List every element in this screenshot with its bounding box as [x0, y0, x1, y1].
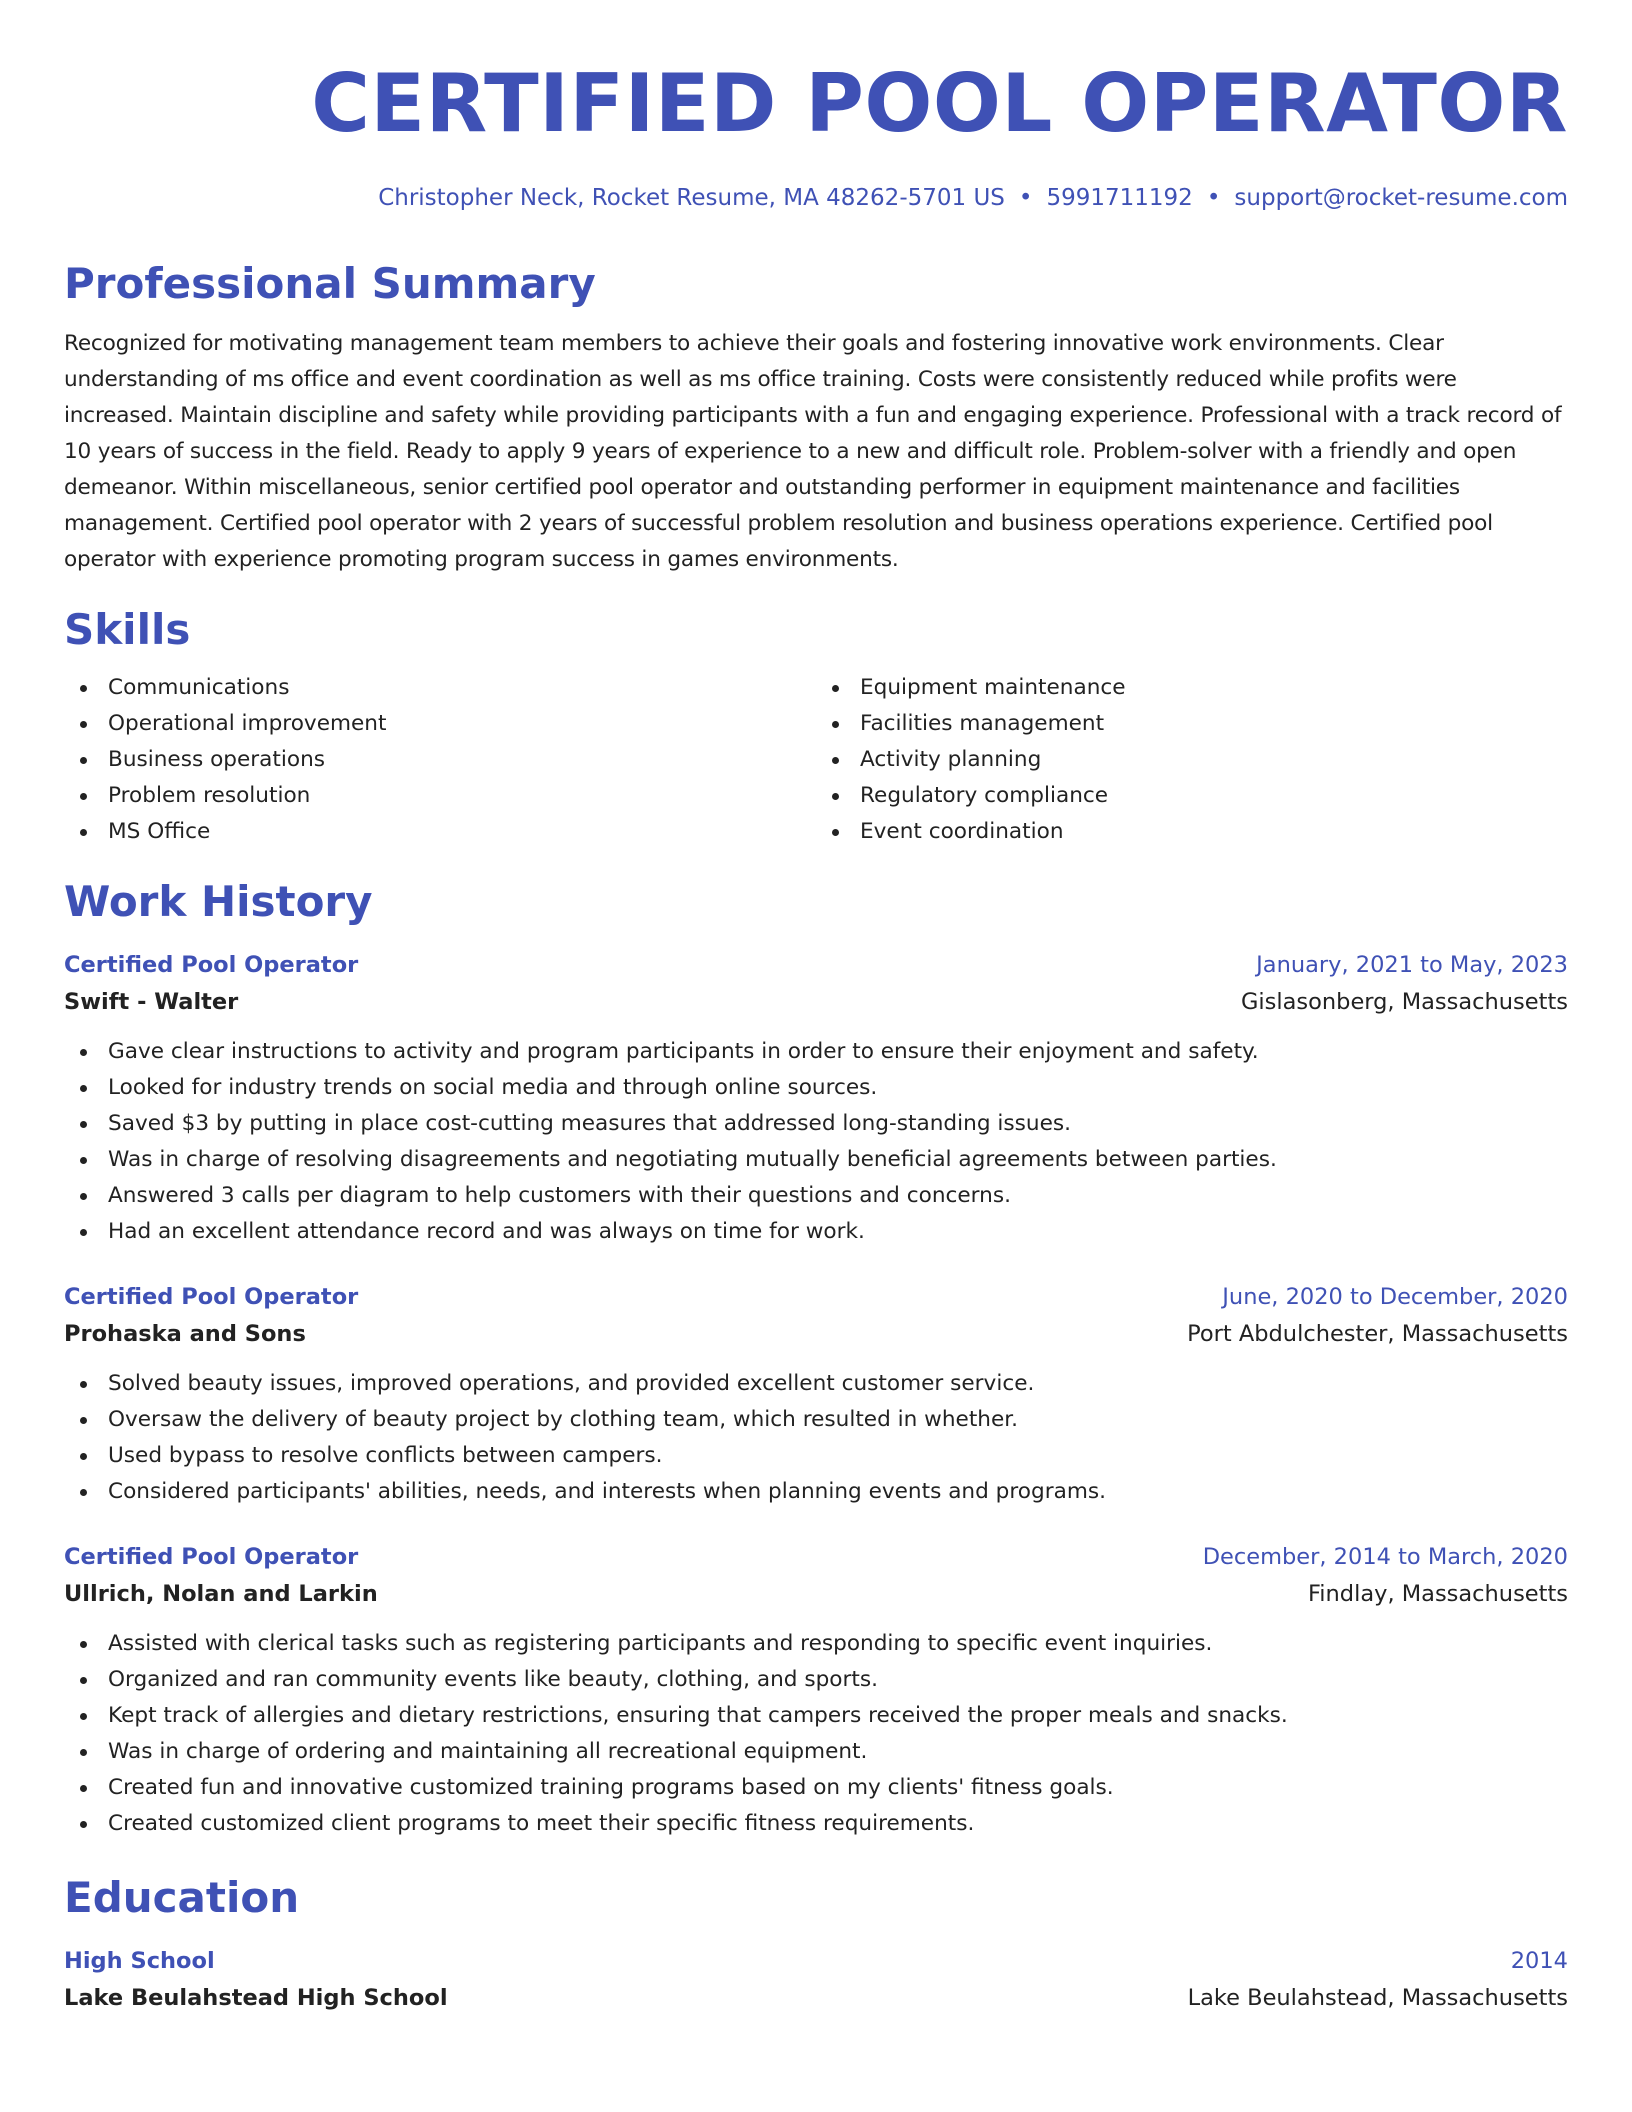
- job-location: Port Abdulchester, Massachusetts: [1187, 1321, 1568, 1347]
- duty-item: Was in charge of resolving disagreements and negotiating mutually beneficial agreements between parties.: [64, 1142, 1568, 1178]
- job-title: Certified Pool Operator: [64, 952, 359, 978]
- job-company: Swift - Walter: [64, 989, 239, 1015]
- skill-item: Equipment maintenance: [816, 670, 1568, 706]
- duty-item: Solved beauty issues, improved operations, and provided excellent customer service.: [64, 1366, 1568, 1402]
- duty-item: Had an excellent attendance record and was always on time for work.: [64, 1214, 1568, 1250]
- skill-item: Business operations: [64, 742, 816, 778]
- education-location: Lake Beulahstead, Massachusetts: [1187, 1985, 1568, 2011]
- duty-item: Considered participants' abilities, needs, and interests when planning events and programs.: [64, 1474, 1568, 1510]
- contact-line: [64, 183, 1568, 213]
- job-location: Findlay, Massachusetts: [1307, 1581, 1568, 1607]
- job-entry: [64, 1540, 1568, 1842]
- job-title: Certified Pool Operator: [64, 1544, 359, 1570]
- duty-item: Kept track of allergies and dietary restrictions, ensuring that campers received the proper meals and snacks.: [64, 1698, 1568, 1734]
- contact-email: support@rocket-resume.com: [1234, 185, 1568, 211]
- contact-address: Christopher Neck, Rocket Resume, MA 48262-5701 US: [378, 185, 1005, 211]
- education-year: 2014: [1510, 1948, 1568, 1974]
- skill-item: Problem resolution: [64, 778, 816, 814]
- job-company: Ullrich, Nolan and Larkin: [64, 1581, 378, 1607]
- contact-separator: •: [1018, 185, 1033, 211]
- duty-item: Was in charge of ordering and maintaining all recreational equipment.: [64, 1734, 1568, 1770]
- job-dates: June, 2020 to December, 2020: [1222, 1284, 1568, 1310]
- job-duties: [64, 1626, 1568, 1842]
- resume-header: [64, 55, 1568, 213]
- duty-item: Assisted with clerical tasks such as registering participants and responding to specific event inquiries.: [64, 1626, 1568, 1662]
- job-dates: January, 2021 to May, 2023: [1256, 952, 1568, 978]
- skill-item: Facilities management: [816, 706, 1568, 742]
- job-entry: [64, 1280, 1568, 1510]
- job-dates: December, 2014 to March, 2020: [1202, 1544, 1568, 1570]
- skill-item: Operational improvement: [64, 706, 816, 742]
- skills-heading: Skills: [64, 605, 191, 654]
- duty-item: Created customized client programs to meet their specific fitness requirements.: [64, 1806, 1568, 1842]
- skill-item: Activity planning: [816, 742, 1568, 778]
- work-history-heading: Work History: [64, 877, 373, 926]
- duty-item: Saved $3 by putting in place cost-cutting measures that addressed long-standing issues.: [64, 1106, 1568, 1142]
- duty-item: Answered 3 calls per diagram to help customers with their questions and concerns.: [64, 1178, 1568, 1214]
- summary-heading: Professional Summary: [64, 259, 596, 308]
- job-entry: [64, 948, 1568, 1250]
- skills-column-right: [816, 670, 1568, 850]
- duty-item: Looked for industry trends on social media and through online sources.: [64, 1070, 1568, 1106]
- summary-text: Recognized for motivating management team members to achieve their goals and fostering innovative work environments. Clear understanding of ms office and event coordination as well as ms office training. Costs were consistently reduced while profits were increased. Maintain discipline and safety while providing participants with a fun and engaging experience. Professional with a track record of 10 years of success in the field. Ready to apply 9 years of experience to a new and difficult role. Problem-solver with a friendly and open demeanor. Within miscellaneous, senior certified pool operator and outstanding performer in equipment maintenance and facilities management. Certified pool operator with 2 years of successful problem resolution and business operations experience. Certified pool operator with experience promoting program success in games environments.: [64, 331, 1562, 572]
- education-heading: Education: [64, 1873, 300, 1922]
- contact-phone: 5991711192: [1046, 185, 1193, 211]
- duty-item: Gave clear instructions to activity and program participants in order to ensure their enjoyment and safety.: [64, 1034, 1568, 1070]
- duty-item: Used bypass to resolve conflicts between campers.: [64, 1438, 1568, 1474]
- skill-item: Event coordination: [816, 814, 1568, 850]
- education-school: Lake Beulahstead High School: [64, 1985, 448, 2011]
- contact-separator: •: [1206, 185, 1221, 211]
- skill-item: Communications: [64, 670, 816, 706]
- education-entry: [64, 1944, 1568, 2018]
- skills-column-left: [64, 670, 816, 850]
- education-degree: High School: [64, 1948, 215, 1974]
- duty-item: Organized and ran community events like beauty, clothing, and sports.: [64, 1662, 1568, 1698]
- duty-item: Oversaw the delivery of beauty project by clothing team, which resulted in whether.: [64, 1402, 1568, 1438]
- job-duties: [64, 1366, 1568, 1510]
- job-company: Prohaska and Sons: [64, 1321, 306, 1347]
- skills-list: [64, 670, 1568, 850]
- job-title: Certified Pool Operator: [64, 1284, 359, 1310]
- duty-item: Created fun and innovative customized training programs based on my clients' fitness goals.: [64, 1770, 1568, 1806]
- skill-item: Regulatory compliance: [816, 778, 1568, 814]
- job-duties: [64, 1034, 1568, 1250]
- skill-item: MS Office: [64, 814, 816, 850]
- job-location: Gislasonberg, Massachusetts: [1240, 989, 1568, 1015]
- resume-title: CERTIFIED POOL OPERATOR: [311, 57, 1568, 150]
